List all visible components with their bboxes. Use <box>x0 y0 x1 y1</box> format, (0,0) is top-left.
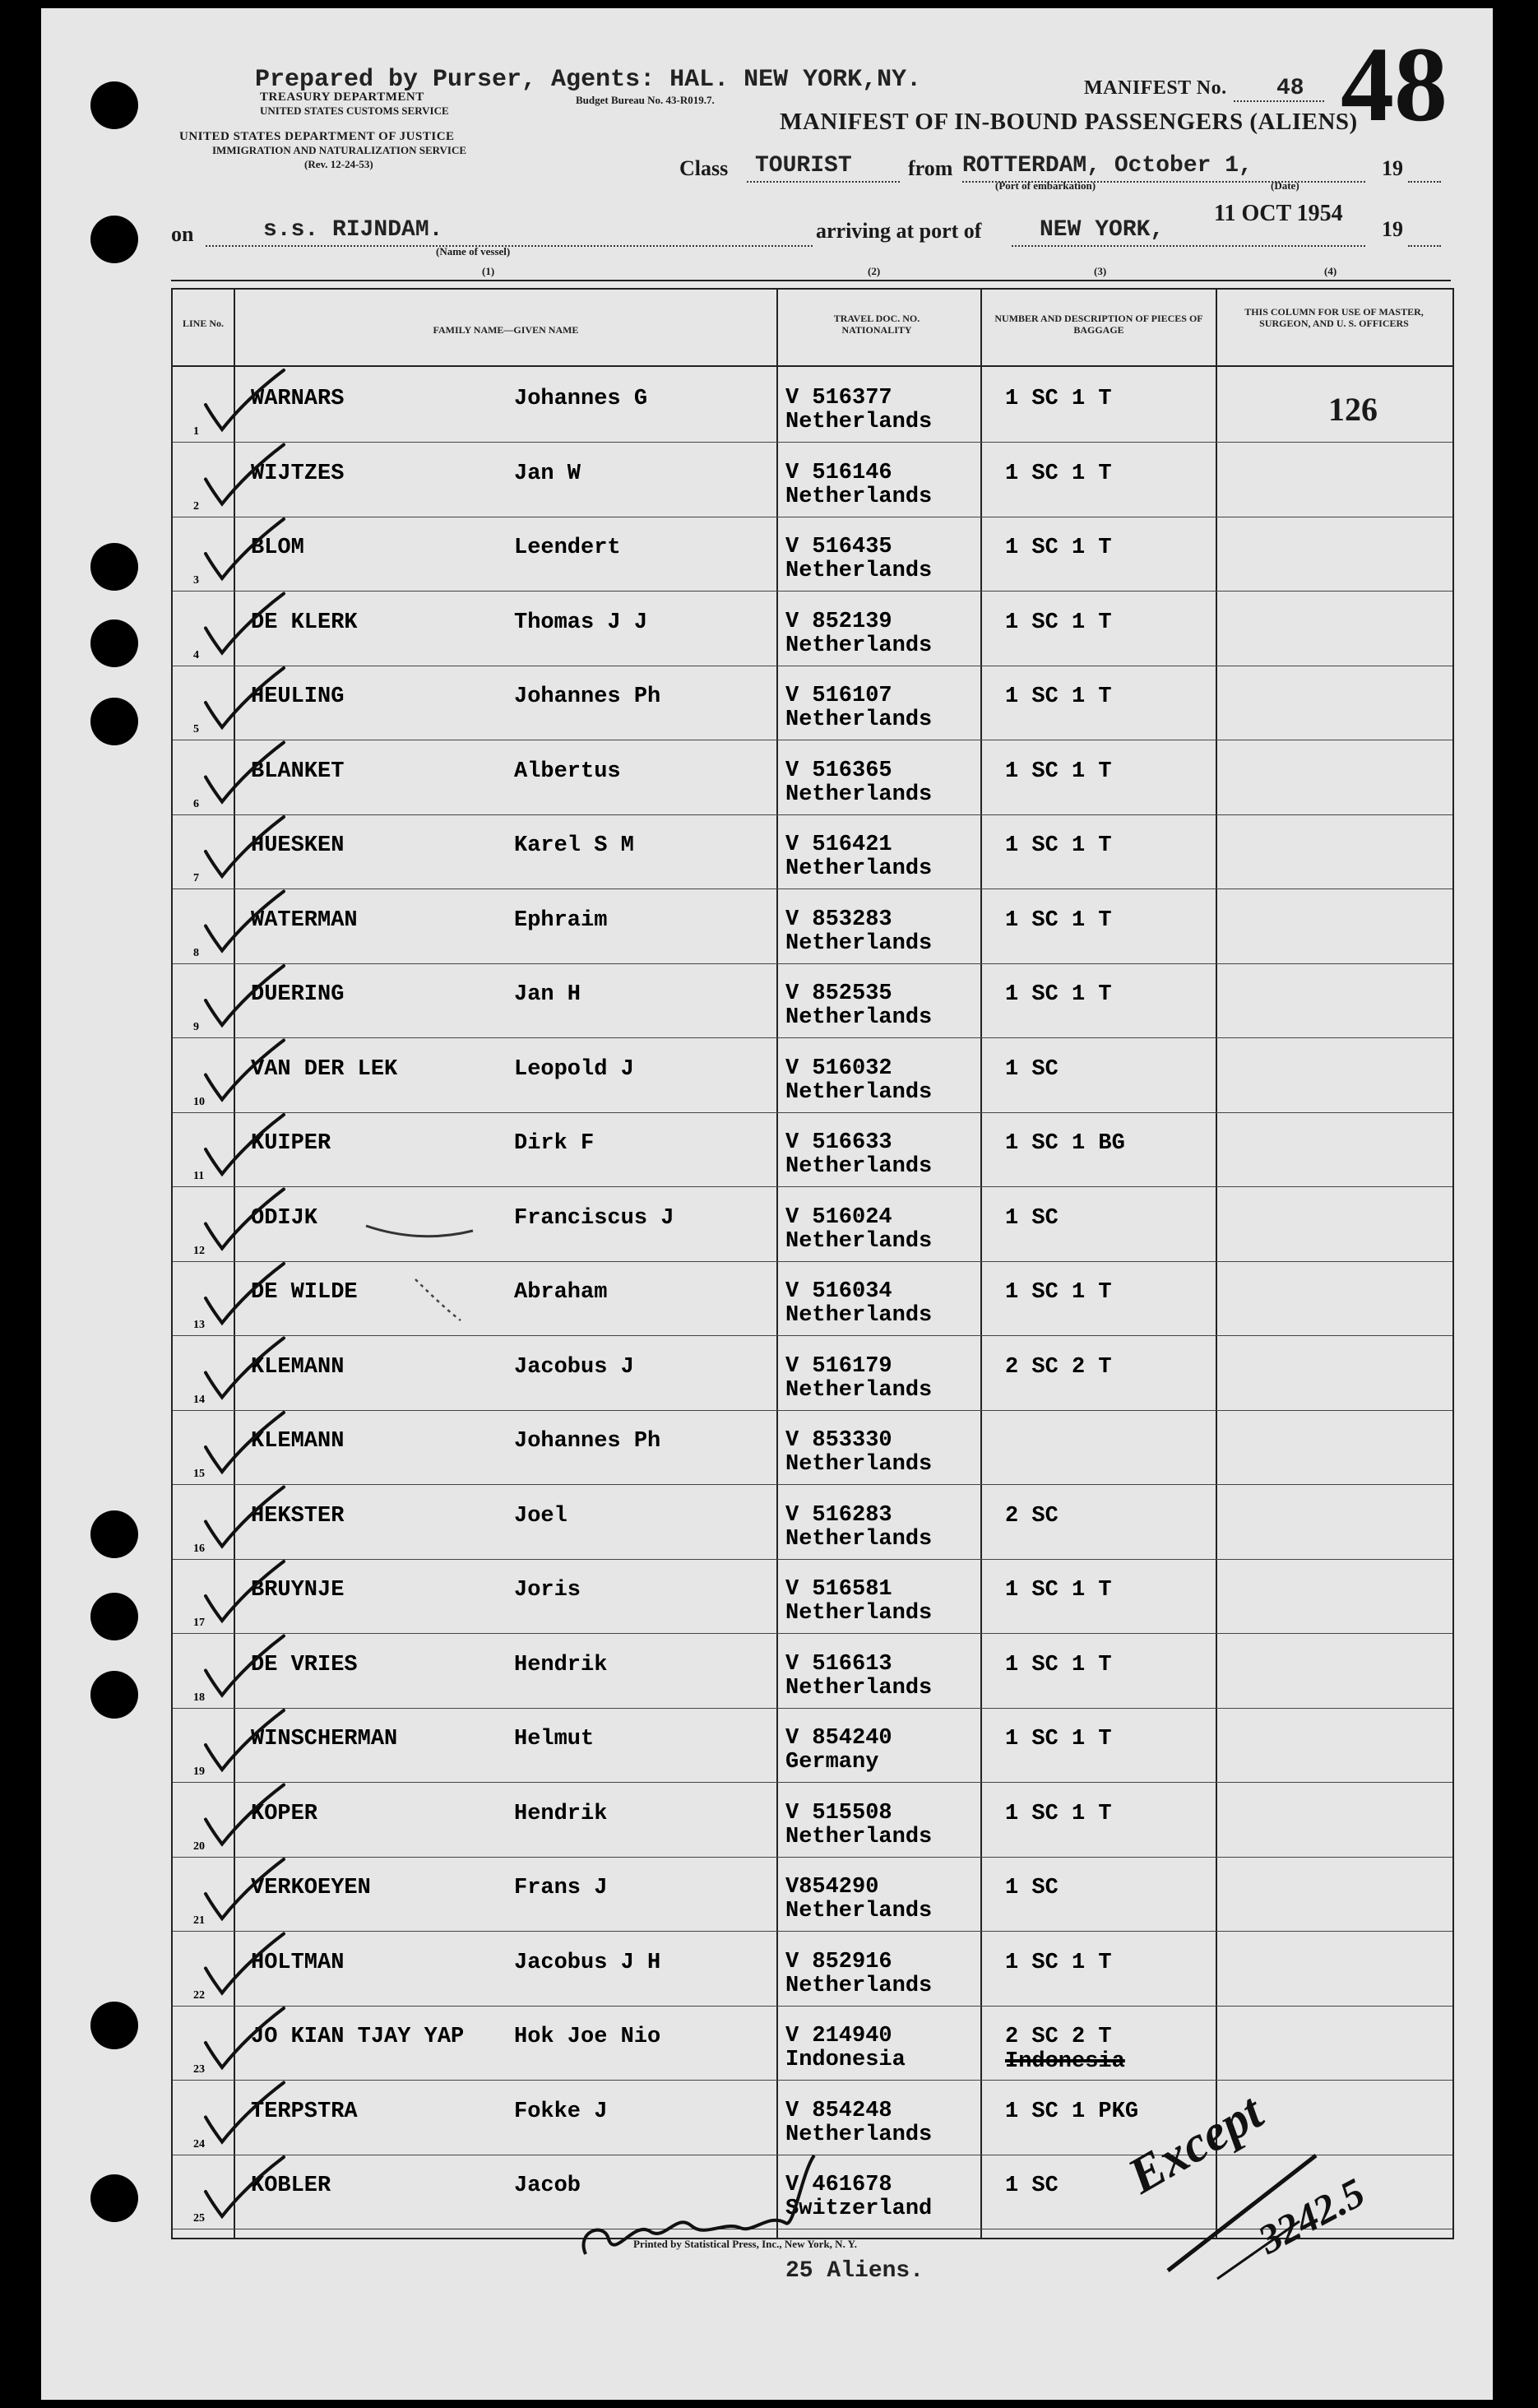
table-row <box>173 1186 1452 1262</box>
line-number: 14 <box>193 1393 205 1406</box>
handwritten-except: Except <box>1119 2084 1272 2205</box>
line-number: 22 <box>193 1988 205 2002</box>
family-name: KOBLER <box>251 2174 331 2198</box>
immigration-service: IMMIGRATION AND NATURALIZATION SERVICE <box>212 144 467 156</box>
line-number: 23 <box>193 2063 205 2076</box>
arrival-date-stamp: 11 OCT 1954 <box>1214 201 1343 226</box>
travel-doc-cell <box>785 2174 932 2221</box>
travel-doc-number: V 516146 <box>785 460 892 485</box>
travel-doc-cell <box>785 833 932 881</box>
given-name: Franciscus J <box>514 1205 674 1231</box>
family-name: HUESKEN <box>251 833 345 858</box>
revision-date: (Rev. 12-24-53) <box>304 158 373 170</box>
family-name: HEKSTER <box>251 1503 345 1529</box>
travel-doc-cell <box>785 759 932 807</box>
family-name: WIJTZES <box>251 461 345 486</box>
family-name: WARNARS <box>251 387 345 411</box>
nationality: Indonesia <box>785 2048 906 2072</box>
line-number: 13 <box>193 1319 205 1331</box>
travel-doc-number: V 516365 <box>785 758 892 783</box>
table-row <box>173 1335 1452 1411</box>
line-number: 25 <box>193 2212 205 2225</box>
nationality: Netherlands <box>785 633 933 658</box>
nationality: Netherlands <box>785 484 933 509</box>
family-name: WINSCHERMAN <box>251 1727 398 1751</box>
nationality: Netherlands <box>785 1899 933 1923</box>
nationality: Netherlands <box>785 1303 933 1328</box>
travel-doc-number: V 516581 <box>785 1577 892 1602</box>
travel-doc-number: V 516435 <box>785 535 892 559</box>
travel-doc-cell <box>785 1206 932 1254</box>
travel-doc-number: V 516421 <box>785 833 892 857</box>
travel-doc-number: V 515508 <box>785 1800 892 1826</box>
travel-doc-cell <box>785 387 932 434</box>
line-number: 9 <box>193 1021 199 1033</box>
class-label: Class <box>679 156 729 180</box>
table-row <box>173 1782 1452 1858</box>
travel-doc-number: V 516032 <box>785 1056 892 1081</box>
baggage: 1 SC 1 T <box>1005 1578 1112 1603</box>
manifest-number-label: MANIFEST No. <box>1084 77 1227 99</box>
given-name: Hendrik <box>514 1652 608 1677</box>
table-row <box>173 1931 1452 2007</box>
nationality: Netherlands <box>785 930 933 956</box>
line-number: 2 <box>193 499 199 513</box>
travel-doc-number: V 516283 <box>785 1502 892 1528</box>
line-number: 6 <box>193 797 199 810</box>
nationality: Netherlands <box>785 1973 933 1998</box>
arriving-label: arriving at port of <box>816 219 982 243</box>
travel-doc-cell <box>785 1057 932 1105</box>
customs-service: UNITED STATES CUSTOMS SERVICE <box>260 104 449 117</box>
date-caption: (Date) <box>1271 179 1299 192</box>
punch-hole <box>90 698 138 745</box>
given-name: Frans J <box>514 1876 608 1900</box>
travel-doc-cell <box>785 462 932 509</box>
nationality: Netherlands <box>785 1675 933 1700</box>
column-number: (2) <box>868 265 881 277</box>
travel-doc-number: V 852916 <box>785 1949 892 1974</box>
prepared-by-line: Prepared by Purser, Agents: HAL. NEW YORK,NY. <box>255 66 922 94</box>
travel-doc-number: V854290 <box>785 1875 879 1900</box>
table-row <box>173 1484 1452 1560</box>
travel-doc-cell <box>785 1429 932 1477</box>
baggage: 1 SC 1 T <box>1005 684 1112 709</box>
given-name: Abraham <box>514 1280 608 1305</box>
passenger-table <box>171 288 1454 2239</box>
nationality: Netherlands <box>785 410 933 434</box>
table-row <box>173 963 1452 1038</box>
column-number: (3) <box>1094 265 1107 277</box>
budget-bureau-no: Budget Bureau No. 43-R019.7. <box>576 94 715 106</box>
line-number: 11 <box>193 1170 205 1182</box>
line-number: 17 <box>193 1617 205 1629</box>
family-name: KUIPER <box>251 1131 331 1156</box>
punch-hole <box>90 1510 138 1558</box>
table-row <box>173 814 1452 889</box>
line-number: 7 <box>193 872 199 884</box>
travel-doc-cell <box>785 1355 932 1403</box>
nationality: Netherlands <box>785 1601 933 1626</box>
given-name: Johannes Ph <box>514 1429 661 1454</box>
travel-doc-cell <box>785 1802 932 1849</box>
travel-doc-number: V 516107 <box>785 684 892 708</box>
vessel-caption: (Name of vessel) <box>436 245 511 258</box>
given-name: Jacob <box>514 2174 581 2198</box>
family-name: BLANKET <box>251 759 345 784</box>
table-row <box>173 1558 1452 1634</box>
baggage: 2 SC <box>1005 1503 1059 1529</box>
baggage: 1 SC 1 T <box>1005 982 1112 1007</box>
nationality: Netherlands <box>785 1228 933 1254</box>
travel-doc-cell <box>785 2099 932 2147</box>
table-row <box>173 1037 1452 1113</box>
manifest-number-large: 48 <box>1341 26 1448 144</box>
baggage: 1 SC <box>1005 1876 1059 1900</box>
header-baggage: NUMBER AND DESCRIPTION OF PIECES OF BAGGAGE <box>994 313 1203 336</box>
travel-doc-number: V 853283 <box>785 907 892 932</box>
family-name: HEULING <box>251 684 345 709</box>
table-row <box>173 2005 1452 2081</box>
family-name: HOLTMAN <box>251 1950 345 1975</box>
punch-hole <box>90 2002 138 2049</box>
given-name: Johannes G <box>514 387 648 411</box>
family-name: DE KLERK <box>251 610 358 635</box>
family-name: DUERING <box>251 982 345 1007</box>
given-name: Helmut <box>514 1727 595 1751</box>
department-of-justice: UNITED STATES DEPARTMENT OF JUSTICE <box>179 130 455 143</box>
given-name: Dirk F <box>514 1131 595 1156</box>
baggage: 1 SC 1 T <box>1005 387 1112 411</box>
baggage: 1 SC 1 T <box>1005 1652 1112 1677</box>
family-name: VERKOEYEN <box>251 1876 371 1900</box>
travel-doc-cell <box>785 684 932 732</box>
baggage: 1 SC 1 T <box>1005 536 1112 560</box>
family-name: TERPSTRA <box>251 2099 358 2124</box>
given-name: Joel <box>514 1503 567 1529</box>
line-number: 1 <box>193 425 199 438</box>
table-row <box>173 1633 1452 1709</box>
table-row <box>173 1260 1452 1336</box>
on-label: on <box>171 222 194 246</box>
nationality: Netherlands <box>785 782 933 807</box>
travel-doc-cell <box>785 1876 932 1923</box>
travel-doc-number: V 852535 <box>785 981 892 1006</box>
punch-hole <box>90 216 138 263</box>
baggage: 1 SC <box>1005 2174 1059 2198</box>
arrival-port: NEW YORK, <box>1040 217 1165 243</box>
table-row <box>173 1707 1452 1783</box>
family-name: BLOM <box>251 536 304 560</box>
class-value: TOURIST <box>755 153 852 179</box>
baggage: 1 SC <box>1005 1205 1059 1231</box>
table-row <box>173 1111 1452 1187</box>
travel-doc-number: V 516034 <box>785 1279 892 1304</box>
family-name: KLEMANN <box>251 1429 345 1454</box>
travel-doc-cell <box>785 610 932 658</box>
travel-doc-cell <box>785 1131 932 1179</box>
given-name: Hok Joe Nio <box>514 2025 661 2049</box>
travel-doc-cell <box>785 1504 932 1552</box>
header-travel-doc: TRAVEL DOC. NO. NATIONALITY <box>833 313 920 336</box>
officer-note: 126 <box>1328 391 1378 428</box>
printer-line: Printed by Statistical Press, Inc., New York, N. Y. <box>633 2238 858 2250</box>
given-name: Johannes Ph <box>514 684 661 709</box>
baggage: 1 SC 1 T <box>1005 833 1112 858</box>
table-row <box>173 665 1452 740</box>
from-label: from <box>908 156 953 180</box>
nationality: Netherlands <box>785 708 933 732</box>
column-number: (1) <box>482 265 495 277</box>
from-value: ROTTERDAM, October 1, <box>962 153 1253 179</box>
port-caption: (Port of embarkation) <box>995 179 1096 192</box>
year-prefix: 19 <box>1382 217 1403 241</box>
baggage: 1 SC <box>1005 1056 1059 1082</box>
baggage: 1 SC 1 BG <box>1005 1131 1125 1156</box>
travel-doc-cell <box>785 1951 932 1998</box>
baggage: 1 SC 1 T <box>1005 907 1112 933</box>
baggage: 1 SC 1 T <box>1005 610 1112 635</box>
given-name: Fokke J <box>514 2099 608 2124</box>
table-row <box>173 740 1452 815</box>
given-name: Thomas J J <box>514 610 648 635</box>
travel-doc-number: V 852139 <box>785 609 892 634</box>
nationality: Netherlands <box>785 1452 933 1477</box>
given-name: Hendrik <box>514 1801 608 1826</box>
header-name: FAMILY NAME—GIVEN NAME <box>433 324 579 336</box>
given-name: Leopold J <box>514 1056 634 1082</box>
punch-hole <box>90 1671 138 1719</box>
punch-hole <box>90 619 138 667</box>
manifest-number-typed: 48 <box>1276 76 1304 101</box>
given-name: Joris <box>514 1578 581 1603</box>
line-number: 15 <box>193 1468 205 1480</box>
travel-doc-cell <box>785 2025 906 2072</box>
punch-hole <box>90 543 138 591</box>
nationality: Netherlands <box>785 1824 933 1849</box>
travel-doc-number: V 461678 <box>785 2173 892 2197</box>
nationality: Germany <box>785 1750 879 1775</box>
line-number: 20 <box>193 1840 205 1853</box>
treasury-department: TREASURY DEPARTMENT <box>260 90 424 104</box>
nationality: Netherlands <box>785 856 933 881</box>
punch-hole <box>90 1593 138 1640</box>
table-row <box>173 591 1452 666</box>
manifest-title: MANIFEST OF IN-BOUND PASSENGERS (ALIENS) <box>780 109 1358 135</box>
travel-doc-cell <box>785 1653 932 1700</box>
nationality: Switzerland <box>785 2197 933 2221</box>
total-aliens: 25 Aliens. <box>785 2258 924 2284</box>
travel-doc-cell <box>785 1280 932 1328</box>
line-number: 12 <box>193 1244 205 1257</box>
header-officers: THIS COLUMN FOR USE OF MASTER, SURGEON, AND U. S. OFFICERS <box>1244 306 1424 329</box>
line-number: 18 <box>193 1691 205 1704</box>
baggage: 1 SC 1 T <box>1005 1801 1112 1826</box>
family-name: VAN DER LEK <box>251 1056 398 1082</box>
given-name: Jan H <box>514 982 581 1007</box>
given-name: Leendert <box>514 536 621 560</box>
nationality: Netherlands <box>785 2122 933 2147</box>
given-name: Jan W <box>514 461 581 486</box>
line-number: 16 <box>193 1542 205 1555</box>
line-number: 10 <box>193 1095 205 1108</box>
travel-doc-number: V 854248 <box>785 2098 892 2123</box>
family-name: KOPER <box>251 1801 318 1826</box>
nationality: Netherlands <box>785 1526 933 1552</box>
handwritten-number: 3242.5 <box>1250 2169 1373 2263</box>
table-row <box>173 1856 1452 1932</box>
table-row <box>173 889 1452 964</box>
table-row <box>173 442 1452 517</box>
family-name: JO KIAN TJAY YAP <box>251 2025 465 2049</box>
table-row <box>173 367 1452 443</box>
line-number: 24 <box>193 2137 205 2150</box>
table-row <box>173 516 1452 592</box>
travel-doc-number: V 516613 <box>785 1651 892 1677</box>
family-name: DE VRIES <box>251 1652 358 1677</box>
travel-doc-cell <box>785 908 932 956</box>
punch-hole <box>90 2174 138 2222</box>
given-name: Albertus <box>514 759 621 784</box>
travel-doc-number: V 854240 <box>785 1726 892 1751</box>
struck-text: Indonesia <box>1005 2049 1125 2074</box>
nationality: Netherlands <box>785 1377 933 1403</box>
line-number: 8 <box>193 946 199 959</box>
line-number: 3 <box>193 574 199 587</box>
column-number: (4) <box>1324 265 1337 277</box>
family-name: KLEMANN <box>251 1354 345 1380</box>
given-name: Jacobus J <box>514 1354 634 1380</box>
nationality: Netherlands <box>785 1154 933 1179</box>
nationality: Netherlands <box>785 1079 933 1105</box>
baggage: 1 SC 1 T <box>1005 1950 1112 1975</box>
baggage: 1 SC 1 T <box>1005 1280 1112 1305</box>
table-row <box>173 1409 1452 1485</box>
baggage: 2 SC 2 T <box>1005 2025 1112 2049</box>
header-line-no: LINE No. <box>182 318 224 329</box>
baggage: 1 SC 1 T <box>1005 759 1112 784</box>
baggage: 2 SC 2 T <box>1005 1354 1112 1380</box>
given-name: Ephraim <box>514 907 608 933</box>
baggage: 1 SC 1 T <box>1005 1727 1112 1751</box>
line-number: 19 <box>193 1765 205 1778</box>
line-number: 5 <box>193 723 199 735</box>
nationality: Netherlands <box>785 559 933 583</box>
travel-doc-cell <box>785 536 932 583</box>
travel-doc-number: V 516377 <box>785 386 892 411</box>
travel-doc-number: V 214940 <box>785 2024 892 2048</box>
family-name: DE WILDE <box>251 1280 358 1305</box>
travel-doc-number: V 516024 <box>785 1204 892 1230</box>
travel-doc-cell <box>785 982 932 1030</box>
nationality: Netherlands <box>785 1005 933 1030</box>
travel-doc-cell <box>785 1727 892 1775</box>
baggage: 1 SC 1 T <box>1005 461 1112 486</box>
punch-hole <box>90 81 138 129</box>
baggage: 1 SC 1 PKG <box>1005 2099 1139 2124</box>
travel-doc-cell <box>785 1578 932 1626</box>
family-name: WATERMAN <box>251 907 358 933</box>
vessel-name: s.s. RIJNDAM. <box>263 217 443 243</box>
family-name: ODIJK <box>251 1205 318 1231</box>
year-prefix: 19 <box>1382 156 1403 180</box>
given-name: Karel S M <box>514 833 634 858</box>
travel-doc-number: V 853330 <box>785 1428 892 1453</box>
line-number: 4 <box>193 648 199 661</box>
given-name: Jacobus J H <box>514 1950 661 1975</box>
travel-doc-number: V 516633 <box>785 1130 892 1155</box>
travel-doc-number: V 516179 <box>785 1353 892 1379</box>
family-name: BRUYNJE <box>251 1578 345 1603</box>
line-number: 21 <box>193 1914 205 1927</box>
